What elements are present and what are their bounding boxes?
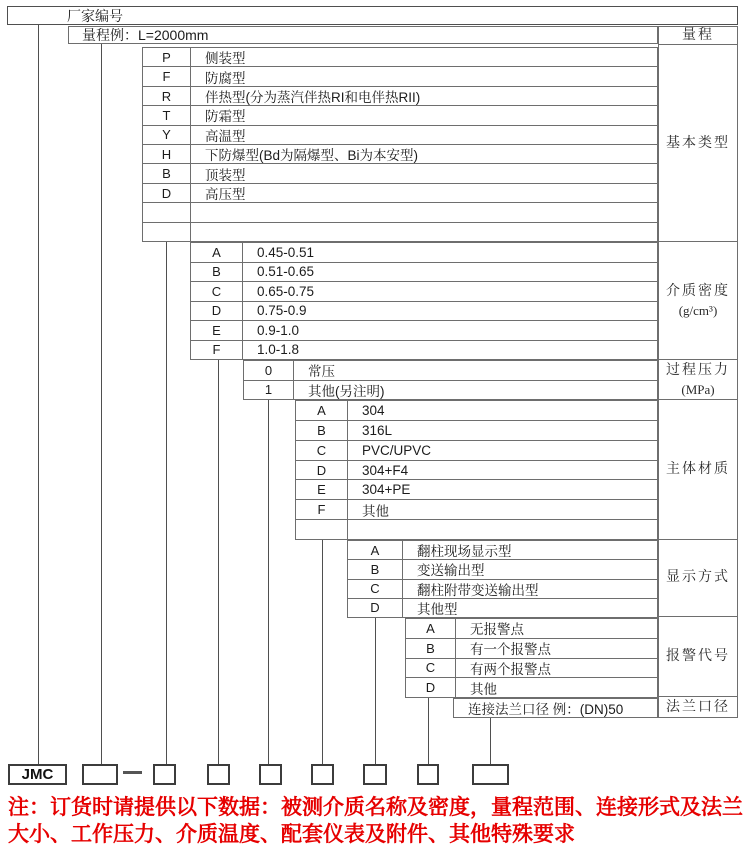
model-code-box-display bbox=[363, 764, 387, 785]
code-cell: 1 bbox=[244, 381, 294, 400]
desc-cell bbox=[191, 223, 657, 241]
desc-cell: 1.0-1.8 bbox=[257, 342, 300, 358]
code-cell: B bbox=[191, 263, 243, 282]
desc-cell: 304+PE bbox=[362, 482, 411, 498]
code-cell: C bbox=[348, 580, 403, 598]
code-cell: A bbox=[348, 541, 403, 559]
desc-cell: 其他(另注明) bbox=[308, 383, 385, 399]
code-cell: A bbox=[296, 401, 348, 420]
desc-cell: 0.9-1.0 bbox=[257, 322, 300, 338]
desc-cell bbox=[348, 520, 657, 539]
table-row bbox=[406, 678, 657, 697]
table-row bbox=[191, 321, 657, 341]
table-row bbox=[191, 263, 657, 283]
table-row bbox=[406, 659, 657, 679]
table-row bbox=[244, 381, 657, 400]
table-row bbox=[143, 145, 657, 164]
category-label-pressure: 过程压力 (MPa) bbox=[659, 360, 737, 400]
connector-line bbox=[38, 24, 39, 764]
code-cell: F bbox=[143, 67, 191, 85]
desc-cell bbox=[191, 203, 657, 221]
factory-code-box bbox=[7, 6, 738, 25]
table-row bbox=[143, 67, 657, 86]
dash-separator bbox=[123, 771, 142, 774]
desc-cell: 高温型 bbox=[205, 128, 246, 144]
desc-cell: 常压 bbox=[308, 364, 335, 380]
table-row bbox=[143, 126, 657, 145]
flange-row bbox=[453, 698, 658, 718]
model-prefix-label: JMC bbox=[21, 766, 54, 783]
desc-cell: 其他 bbox=[362, 503, 389, 519]
table-row bbox=[191, 243, 657, 263]
range-example-text: 量程例：L=2000mm bbox=[82, 27, 209, 43]
table-row-empty bbox=[143, 223, 657, 241]
table-row bbox=[406, 619, 657, 639]
code-cell: B bbox=[143, 164, 191, 182]
code-cell: C bbox=[296, 441, 348, 460]
connector-line bbox=[166, 242, 167, 764]
desc-cell: 连接法兰口径 例：(DN)50 bbox=[468, 702, 624, 717]
category-label-density: 介质密度 (g/cm³) bbox=[659, 242, 737, 360]
model-code-box-basic-type bbox=[153, 764, 176, 785]
code-cell: Y bbox=[143, 126, 191, 144]
category-label-alarm: 报警代号 bbox=[659, 617, 737, 697]
ordering-note-line2: 大小、工作压力、介质温度、配套仪表及附件、其他特殊要求 bbox=[8, 823, 575, 845]
desc-cell: 变送输出型 bbox=[417, 563, 485, 579]
model-code-box-material bbox=[311, 764, 334, 785]
table-row bbox=[191, 302, 657, 322]
code-cell: C bbox=[191, 282, 243, 301]
code-cell: C bbox=[406, 659, 456, 678]
desc-cell: 高压型 bbox=[205, 187, 246, 203]
desc-cell: 其他型 bbox=[417, 601, 458, 617]
code-cell: D bbox=[348, 599, 403, 617]
table-row bbox=[191, 341, 657, 360]
basic-type-table bbox=[142, 47, 658, 242]
code-cell: R bbox=[143, 87, 191, 105]
ordering-note-line1: 注：订货时请提供以下数据：被测介质名称及密度，量程范围、连接形式及法兰 bbox=[8, 796, 743, 819]
code-cell: 0 bbox=[244, 361, 294, 380]
table-row bbox=[143, 106, 657, 125]
pressure-table bbox=[243, 360, 658, 400]
desc-cell: 伴热型(分为蒸汽伴热RI和电伴热RII) bbox=[205, 90, 421, 106]
category-label-range: 量程 bbox=[659, 27, 737, 45]
category-label-flange: 法兰口径 bbox=[666, 699, 730, 715]
code-cell: B bbox=[296, 421, 348, 440]
desc-cell: 有一个报警点 bbox=[470, 642, 551, 658]
code-cell: D bbox=[143, 184, 191, 202]
code-cell: A bbox=[191, 243, 243, 262]
code-cell: P bbox=[143, 48, 191, 66]
model-code-box-density bbox=[207, 764, 230, 785]
desc-cell: 下防爆型(Bd为隔爆型、Bi为本安型) bbox=[205, 148, 419, 164]
desc-cell: 304+F4 bbox=[362, 462, 409, 478]
code-cell: D bbox=[191, 302, 243, 321]
connector-line bbox=[322, 540, 323, 764]
table-row-empty bbox=[143, 203, 657, 222]
code-cell: A bbox=[406, 619, 456, 638]
table-row bbox=[348, 560, 657, 579]
code-cell: E bbox=[296, 480, 348, 499]
material-table bbox=[295, 400, 658, 540]
table-row bbox=[143, 164, 657, 183]
desc-cell: 防腐型 bbox=[205, 70, 246, 86]
category-label-display: 显示方式 bbox=[659, 540, 737, 618]
table-row bbox=[454, 699, 657, 717]
table-row-empty bbox=[296, 520, 657, 539]
model-code-box-alarm bbox=[417, 764, 439, 785]
display-mode-table bbox=[347, 540, 658, 618]
connector-line bbox=[101, 44, 102, 764]
table-row bbox=[348, 580, 657, 599]
desc-cell: 翻柱现场显示型 bbox=[417, 544, 512, 560]
ordering-note bbox=[8, 794, 748, 845]
table-row bbox=[296, 401, 657, 421]
connector-line bbox=[268, 400, 269, 764]
range-example-box bbox=[68, 26, 658, 44]
table-row bbox=[296, 500, 657, 520]
code-cell: H bbox=[143, 145, 191, 163]
table-row bbox=[296, 421, 657, 441]
connector-line bbox=[490, 718, 491, 764]
alarm-table bbox=[405, 618, 658, 698]
desc-cell: 其他 bbox=[470, 681, 497, 697]
code-cell: E bbox=[191, 321, 243, 340]
code-cell: F bbox=[191, 341, 243, 360]
desc-cell: 顶装型 bbox=[205, 167, 246, 183]
table-row bbox=[296, 461, 657, 481]
code-cell bbox=[143, 203, 191, 221]
table-row bbox=[348, 541, 657, 560]
connector-line bbox=[428, 698, 429, 764]
code-cell bbox=[143, 223, 191, 241]
desc-cell: 304 bbox=[362, 402, 385, 418]
code-cell bbox=[296, 520, 348, 539]
model-code-box-range bbox=[82, 764, 118, 785]
desc-cell: 0.75-0.9 bbox=[257, 303, 307, 319]
desc-cell: 0.65-0.75 bbox=[257, 283, 315, 299]
code-cell: B bbox=[406, 639, 456, 658]
desc-cell: 0.51-0.65 bbox=[257, 264, 315, 280]
connector-line bbox=[218, 360, 219, 764]
code-cell: B bbox=[348, 560, 403, 578]
connector-line bbox=[375, 618, 376, 764]
desc-cell: 翻柱附带变送输出型 bbox=[417, 582, 539, 598]
density-table bbox=[190, 242, 658, 360]
model-prefix-box bbox=[8, 764, 67, 785]
category-label-material: 主体材质 bbox=[659, 400, 737, 540]
table-row bbox=[143, 48, 657, 67]
category-label-column bbox=[658, 26, 738, 718]
model-code-box-flange bbox=[472, 764, 509, 785]
factory-code-label: 厂家编号 bbox=[67, 7, 123, 24]
code-cell: F bbox=[296, 500, 348, 519]
desc-cell: 侧装型 bbox=[205, 51, 246, 67]
code-cell: T bbox=[143, 106, 191, 124]
table-row bbox=[191, 282, 657, 302]
desc-cell: 有两个报警点 bbox=[470, 661, 551, 677]
desc-cell: 316L bbox=[362, 422, 393, 438]
desc-cell: 防霜型 bbox=[205, 109, 246, 125]
model-code-box-pressure bbox=[259, 764, 282, 785]
category-label-basic-type: 基本类型 bbox=[659, 45, 737, 242]
table-row bbox=[406, 639, 657, 659]
table-row bbox=[296, 480, 657, 500]
desc-cell: PVC/UPVC bbox=[362, 442, 432, 458]
table-row bbox=[348, 599, 657, 617]
table-row bbox=[143, 87, 657, 106]
code-cell: D bbox=[406, 678, 456, 697]
desc-cell: 0.45-0.51 bbox=[257, 244, 315, 260]
table-row bbox=[143, 184, 657, 203]
table-row bbox=[296, 441, 657, 461]
code-cell: D bbox=[296, 461, 348, 480]
desc-cell: 无报警点 bbox=[470, 622, 524, 638]
table-row bbox=[244, 361, 657, 381]
